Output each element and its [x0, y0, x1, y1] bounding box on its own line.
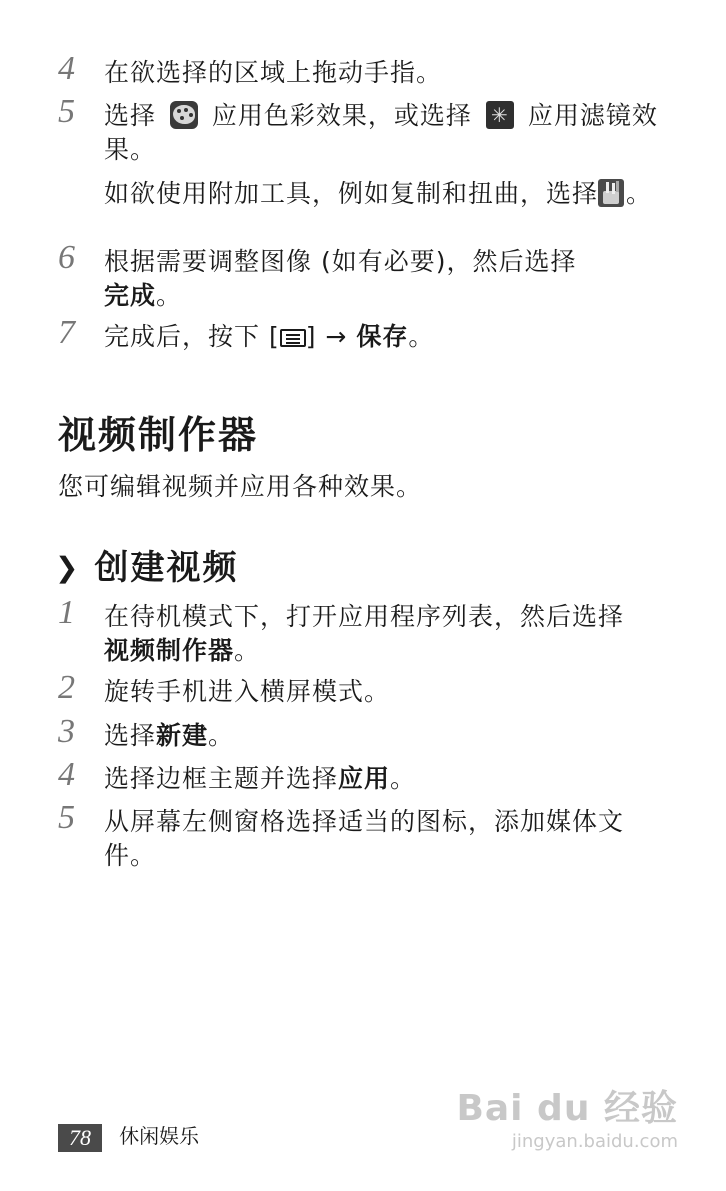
step-number: 2	[58, 669, 75, 706]
step-4	[58, 756, 678, 796]
palette-icon	[170, 101, 198, 129]
step-end: 。	[156, 281, 183, 310]
section-title: 视频制作器	[58, 413, 259, 457]
watermark-url: jingyan.baidu.com	[511, 1131, 678, 1152]
step-5	[58, 799, 678, 873]
step-number: 5	[58, 799, 75, 836]
step-text: 根据需要调整图像 (如有必要)，然后选择	[104, 247, 577, 276]
step-number: 6	[58, 239, 75, 276]
step-end: 。	[234, 636, 261, 665]
step-1	[58, 594, 678, 668]
step-end: 。	[408, 322, 435, 351]
step-4-top	[58, 50, 678, 90]
filter-icon	[486, 101, 514, 129]
step-number: 4	[58, 756, 75, 793]
step-text: 在欲选择的区域上拖动手指。	[104, 58, 443, 87]
step-text-a: 完成后，按下 [	[104, 322, 280, 351]
watermark-brand: Bai du 经验	[456, 1088, 678, 1129]
page-number: 78	[58, 1124, 102, 1152]
step-6-top	[58, 239, 678, 313]
step-3	[58, 713, 678, 753]
step-number: 4	[58, 50, 75, 87]
page-footer	[58, 1120, 199, 1150]
menu-key-icon	[280, 329, 306, 347]
apply-label: 应用	[338, 764, 391, 793]
step-number: 7	[58, 314, 75, 351]
step-number: 1	[58, 594, 75, 631]
step-text: 选择	[104, 721, 157, 750]
section-intro: 您可编辑视频并应用各种效果。	[58, 472, 423, 501]
step-sub-end: 。	[626, 179, 653, 208]
step-text: 在待机模式下，打开应用程序列表，然后选择	[104, 602, 625, 631]
new-label: 新建	[156, 721, 209, 750]
done-label: 完成	[104, 281, 157, 310]
step-text-b: ] →	[305, 322, 357, 351]
step-end: 。	[390, 764, 417, 793]
step-number: 3	[58, 713, 75, 750]
chevron-right-icon: ❯	[55, 551, 81, 584]
step-text: 选择边框主题并选择	[104, 764, 339, 793]
step-7-top	[58, 314, 678, 354]
step-2	[58, 669, 678, 709]
step-sub-text: 如欲使用附加工具，例如复制和扭曲，选择	[104, 179, 599, 208]
step-number: 5	[58, 93, 75, 130]
baidu-watermark	[456, 1080, 678, 1152]
subsection-heading	[55, 540, 238, 589]
step-end: 。	[208, 721, 235, 750]
step-text-a: 选择	[104, 101, 157, 130]
video-maker-label: 视频制作器	[104, 636, 235, 665]
save-label: 保存	[356, 322, 409, 351]
step-text-c: 应用滤镜效果。	[104, 101, 658, 164]
subsection-title: 创建视频	[94, 548, 239, 588]
step-5-top	[58, 93, 678, 211]
step-text-b: 应用色彩效果，或选择	[211, 101, 472, 130]
step-text: 从屏幕左侧窗格选择适当的图标，添加媒体文件。	[104, 807, 625, 870]
step-text: 旋转手机进入横屏模式。	[104, 677, 391, 706]
footer-section-label: 休闲娱乐	[119, 1124, 200, 1148]
tools-icon	[598, 179, 624, 207]
